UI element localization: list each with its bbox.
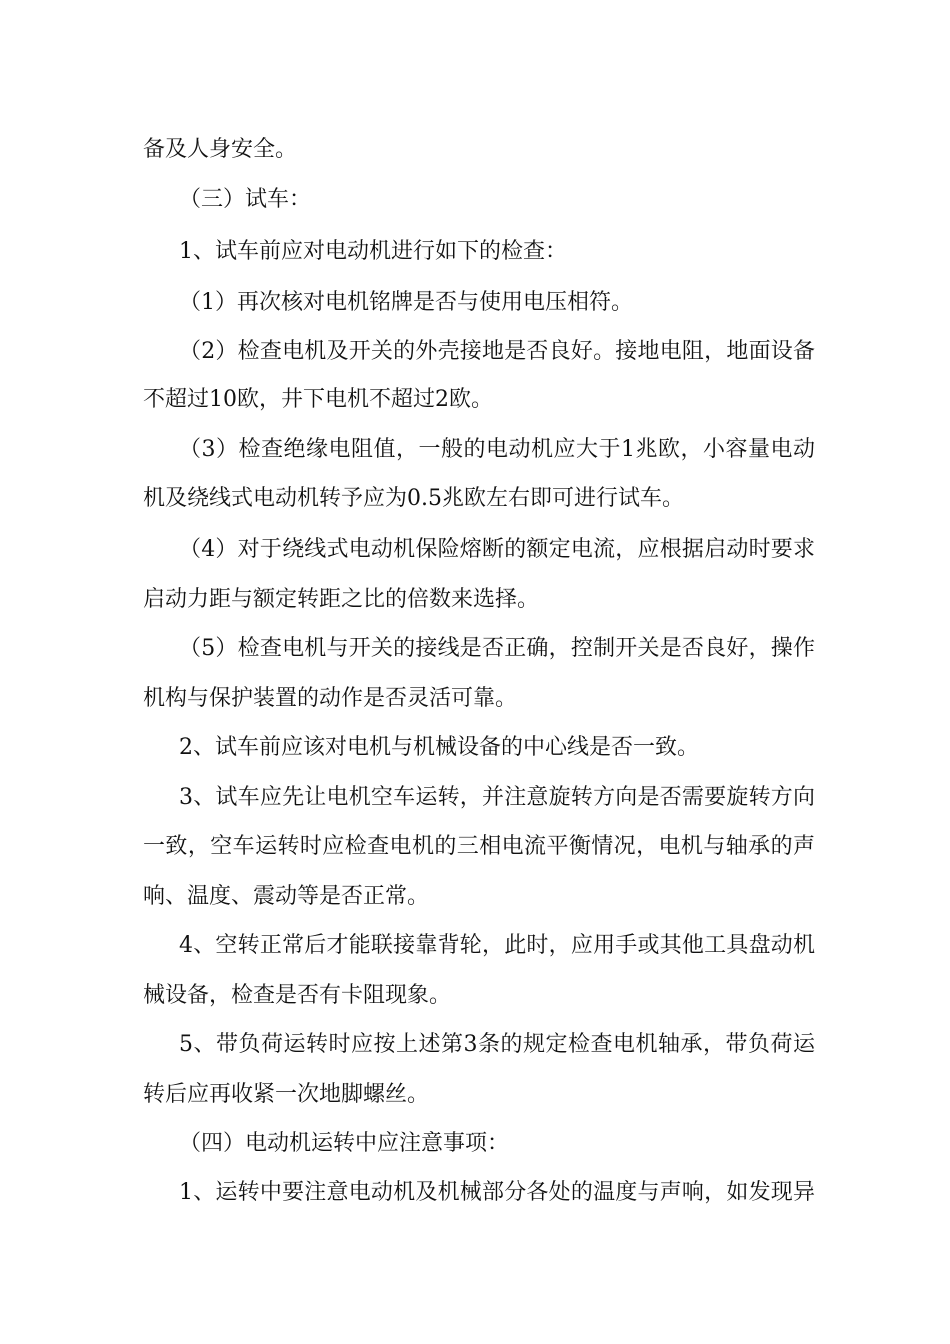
section-heading: （四）电动机运转中应注意事项： xyxy=(179,1131,510,1156)
text-line: 4、空转正常后才能联接靠背轮，此时，应用手或其他工具盘动机 xyxy=(179,933,815,958)
text-line: （5）检查电机与开关的接线是否正确，控制开关是否良好，操作 xyxy=(179,636,815,661)
text-line: 一致，空车运转时应检查电机的三相电流平衡情况，电机与轴承的声 xyxy=(143,834,815,859)
section-heading: （三）试车： xyxy=(179,187,312,212)
text-line: 机构与保护装置的动作是否灵活可靠。 xyxy=(143,686,518,711)
text-line: 响、温度、震动等是否正常。 xyxy=(143,884,430,909)
text-line: 转后应再收紧一次地脚螺丝。 xyxy=(143,1082,430,1107)
text-line: 5、带负荷运转时应按上述第3条的规定检查电机轴承，带负荷运 xyxy=(179,1032,815,1057)
text-line: 3、试车应先让电机空车运转，并注意旋转方向是否需要旋转方向 xyxy=(179,785,815,810)
text-line: 机及绕线式电动机转予应为0.5兆欧左右即可进行试车。 xyxy=(143,486,684,511)
text-line: 1、运转中要注意电动机及机械部分各处的温度与声响，如发现异 xyxy=(179,1180,815,1205)
text-line: （3）检查绝缘电阻值，一般的电动机应大于1兆欧，小容量电动 xyxy=(179,437,815,462)
text-line: 不超过10欧，井下电机不超过2欧。 xyxy=(143,387,493,412)
text-line: 1、试车前应对电动机进行如下的检查： xyxy=(179,239,567,264)
text-line: 备及人身安全。 xyxy=(143,137,298,162)
text-line: （2）检查电机及开关的外壳接地是否良好。接地电阻，地面设备 xyxy=(179,339,815,364)
text-line: 2、试车前应该对电机与机械设备的中心线是否一致。 xyxy=(179,735,699,760)
text-line: （1）再次核对电机铭牌是否与使用电压相符。 xyxy=(179,290,633,315)
text-line: 械设备，检查是否有卡阻现象。 xyxy=(143,983,452,1008)
text-line: （4）对于绕线式电动机保险熔断的额定电流，应根据启动时要求 xyxy=(179,537,815,562)
text-line: 启动力距与额定转距之比的倍数来选择。 xyxy=(143,587,540,612)
